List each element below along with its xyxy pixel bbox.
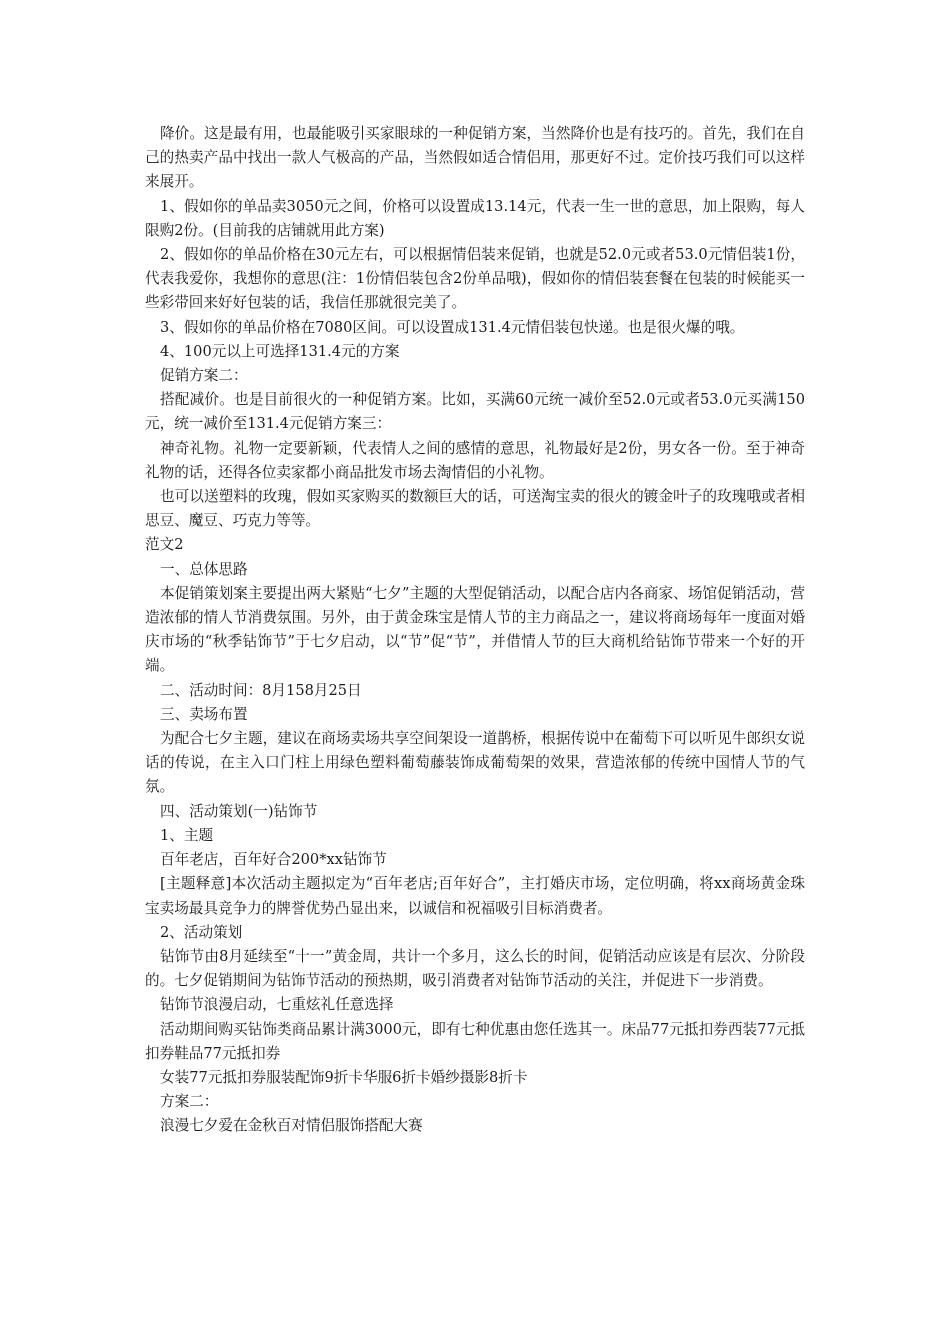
paragraph-festival-launch: 钻饰节浪漫启动，七重炫礼任意选择 xyxy=(160,996,394,1014)
document-body xyxy=(145,122,805,1139)
heading-plan-two: 方案二： xyxy=(160,1093,219,1111)
paragraph-theme-explanation: [主题释意]本次活动主题拟定为“百年老店;百年好合”，主打婚庆市场，定位明确，将xx商场黄金珠宝卖场最具竞争力的牌誉优势凸显出来，以诚信和祝福吸引目标消费者。 xyxy=(145,875,805,917)
paragraph-overall-idea: 本促销策划案主要提出两大紧贴“七夕”主题的大型促销活动，以配合店内各商家、场馆促销活动，营造浓郁的情人节消费氛围。另外，由于黄金珠宝是情人节的主力商品之一，建议将商场每年一度面对婚庆市场的“秋季钻饰节”于七夕启动，以“节”促“节”，并借情人节的巨大商机给钻饰节带来一个好的开端。 xyxy=(145,584,805,675)
paragraph-discount-cards: 女装77元抵扣券服装配饰9折卡华服6折卡婚纱摄影8折卡 xyxy=(160,1068,528,1086)
paragraph-store-layout: 为配合七夕主题，建议在商场卖场共享空间架设一道鹊桥，根据传说中在葡萄下可以听见牛郎织女说话的传说，在主入口门柱上用绿色塑料葡萄藤装饰成葡萄架的效果，营造浓郁的传统中国情人节的气氛。 xyxy=(145,730,805,796)
paragraph-purchase-offer: 活动期间购买钻饰类商品累计满3000元，即有七种优惠由您任选其一。床品77元抵扣券西装77元抵扣券鞋品77元抵扣券 xyxy=(145,1020,805,1062)
paragraph-bundle-discount: 搭配减价。也是目前很火的一种促销方案。比如，买满60元统一减价至52.0元或者53.0元买满150元，统一减价至131.4元促销方案三： xyxy=(145,391,805,433)
heading-store-layout: 三、卖场布置 xyxy=(160,705,248,723)
heading-activity-planning: 2、活动策划 xyxy=(160,923,243,941)
paragraph-pricing-tip-1: 1、假如你的单品卖3050元之间，价格可以设置成13.14元，代表一生一世的意思，加上限购，每人限购2份。(目前我的店铺就用此方案) xyxy=(145,197,805,239)
heading-activity-time: 二、活动时间：8月158月25日 xyxy=(160,681,362,699)
heading-theme: 1、主题 xyxy=(160,826,214,844)
paragraph-magic-gift: 神奇礼物。礼物一定要新颖，代表情人之间的感情的意思，礼物最好是2份，男女各一份。至于神奇礼物的话，还得各位卖家都小商品批发市场去淘情侣的小礼物。 xyxy=(145,439,805,481)
section-heading-sample-2: 范文2 xyxy=(145,536,184,554)
paragraph-plan-two-heading: 促销方案二： xyxy=(160,367,248,385)
paragraph-plastic-rose: 也可以送塑料的玫瑰，假如买家购买的数额巨大的话，可送淘宝卖的很火的镀金叶子的玫瑰哦或者相思豆、魔豆、巧克力等等。 xyxy=(145,488,805,530)
heading-activity-plan: 四、活动策划(一)钻饰节 xyxy=(160,802,318,820)
paragraph-theme: 百年老店，百年好合200*xx钻饰节 xyxy=(160,851,387,869)
paragraph-couple-contest: 浪漫七夕爱在金秋百对情侣服饰搭配大赛 xyxy=(160,1117,423,1135)
paragraph-activity-planning: 钻饰节由8月延续至“十一”黄金周，共计一个多月，这么长的时间，促销活动应该是有层次、分阶段的。七夕促销期间为钻饰节活动的预热期，吸引消费者对钻饰节活动的关注，并促进下一步消费。 xyxy=(145,947,805,990)
paragraph-pricing-tip-4: 4、100元以上可选择131.4元的方案 xyxy=(160,342,400,360)
heading-overall-idea: 一、总体思路 xyxy=(160,560,248,578)
paragraph-pricing-tip-2: 2、假如你的单品价格在30元左右，可以根据情侣装来促销，也就是52.0元或者53.0元情侣装1份，代表我爱你，我想你的意思(注：1份情侣装包含2份单品哦)，假如你的情侣装套餐在包装的时候能买一些彩带回来好好包装的话，我信任那就很完美了。 xyxy=(145,246,805,312)
paragraph-price-cut-intro: 降价。这是最有用，也最能吸引买家眼球的一种促销方案，当然降价也是有技巧的。首先，我们在自己的热卖产品中找出一款人气极高的产品，当然假如适合情侣用，那更好不过。定价技巧我们可以这样来展开。 xyxy=(145,125,805,191)
paragraph-pricing-tip-3: 3、假如你的单品价格在7080区间。可以设置成131.4元情侣装包快递。也是很火爆的哦。 xyxy=(160,318,745,336)
